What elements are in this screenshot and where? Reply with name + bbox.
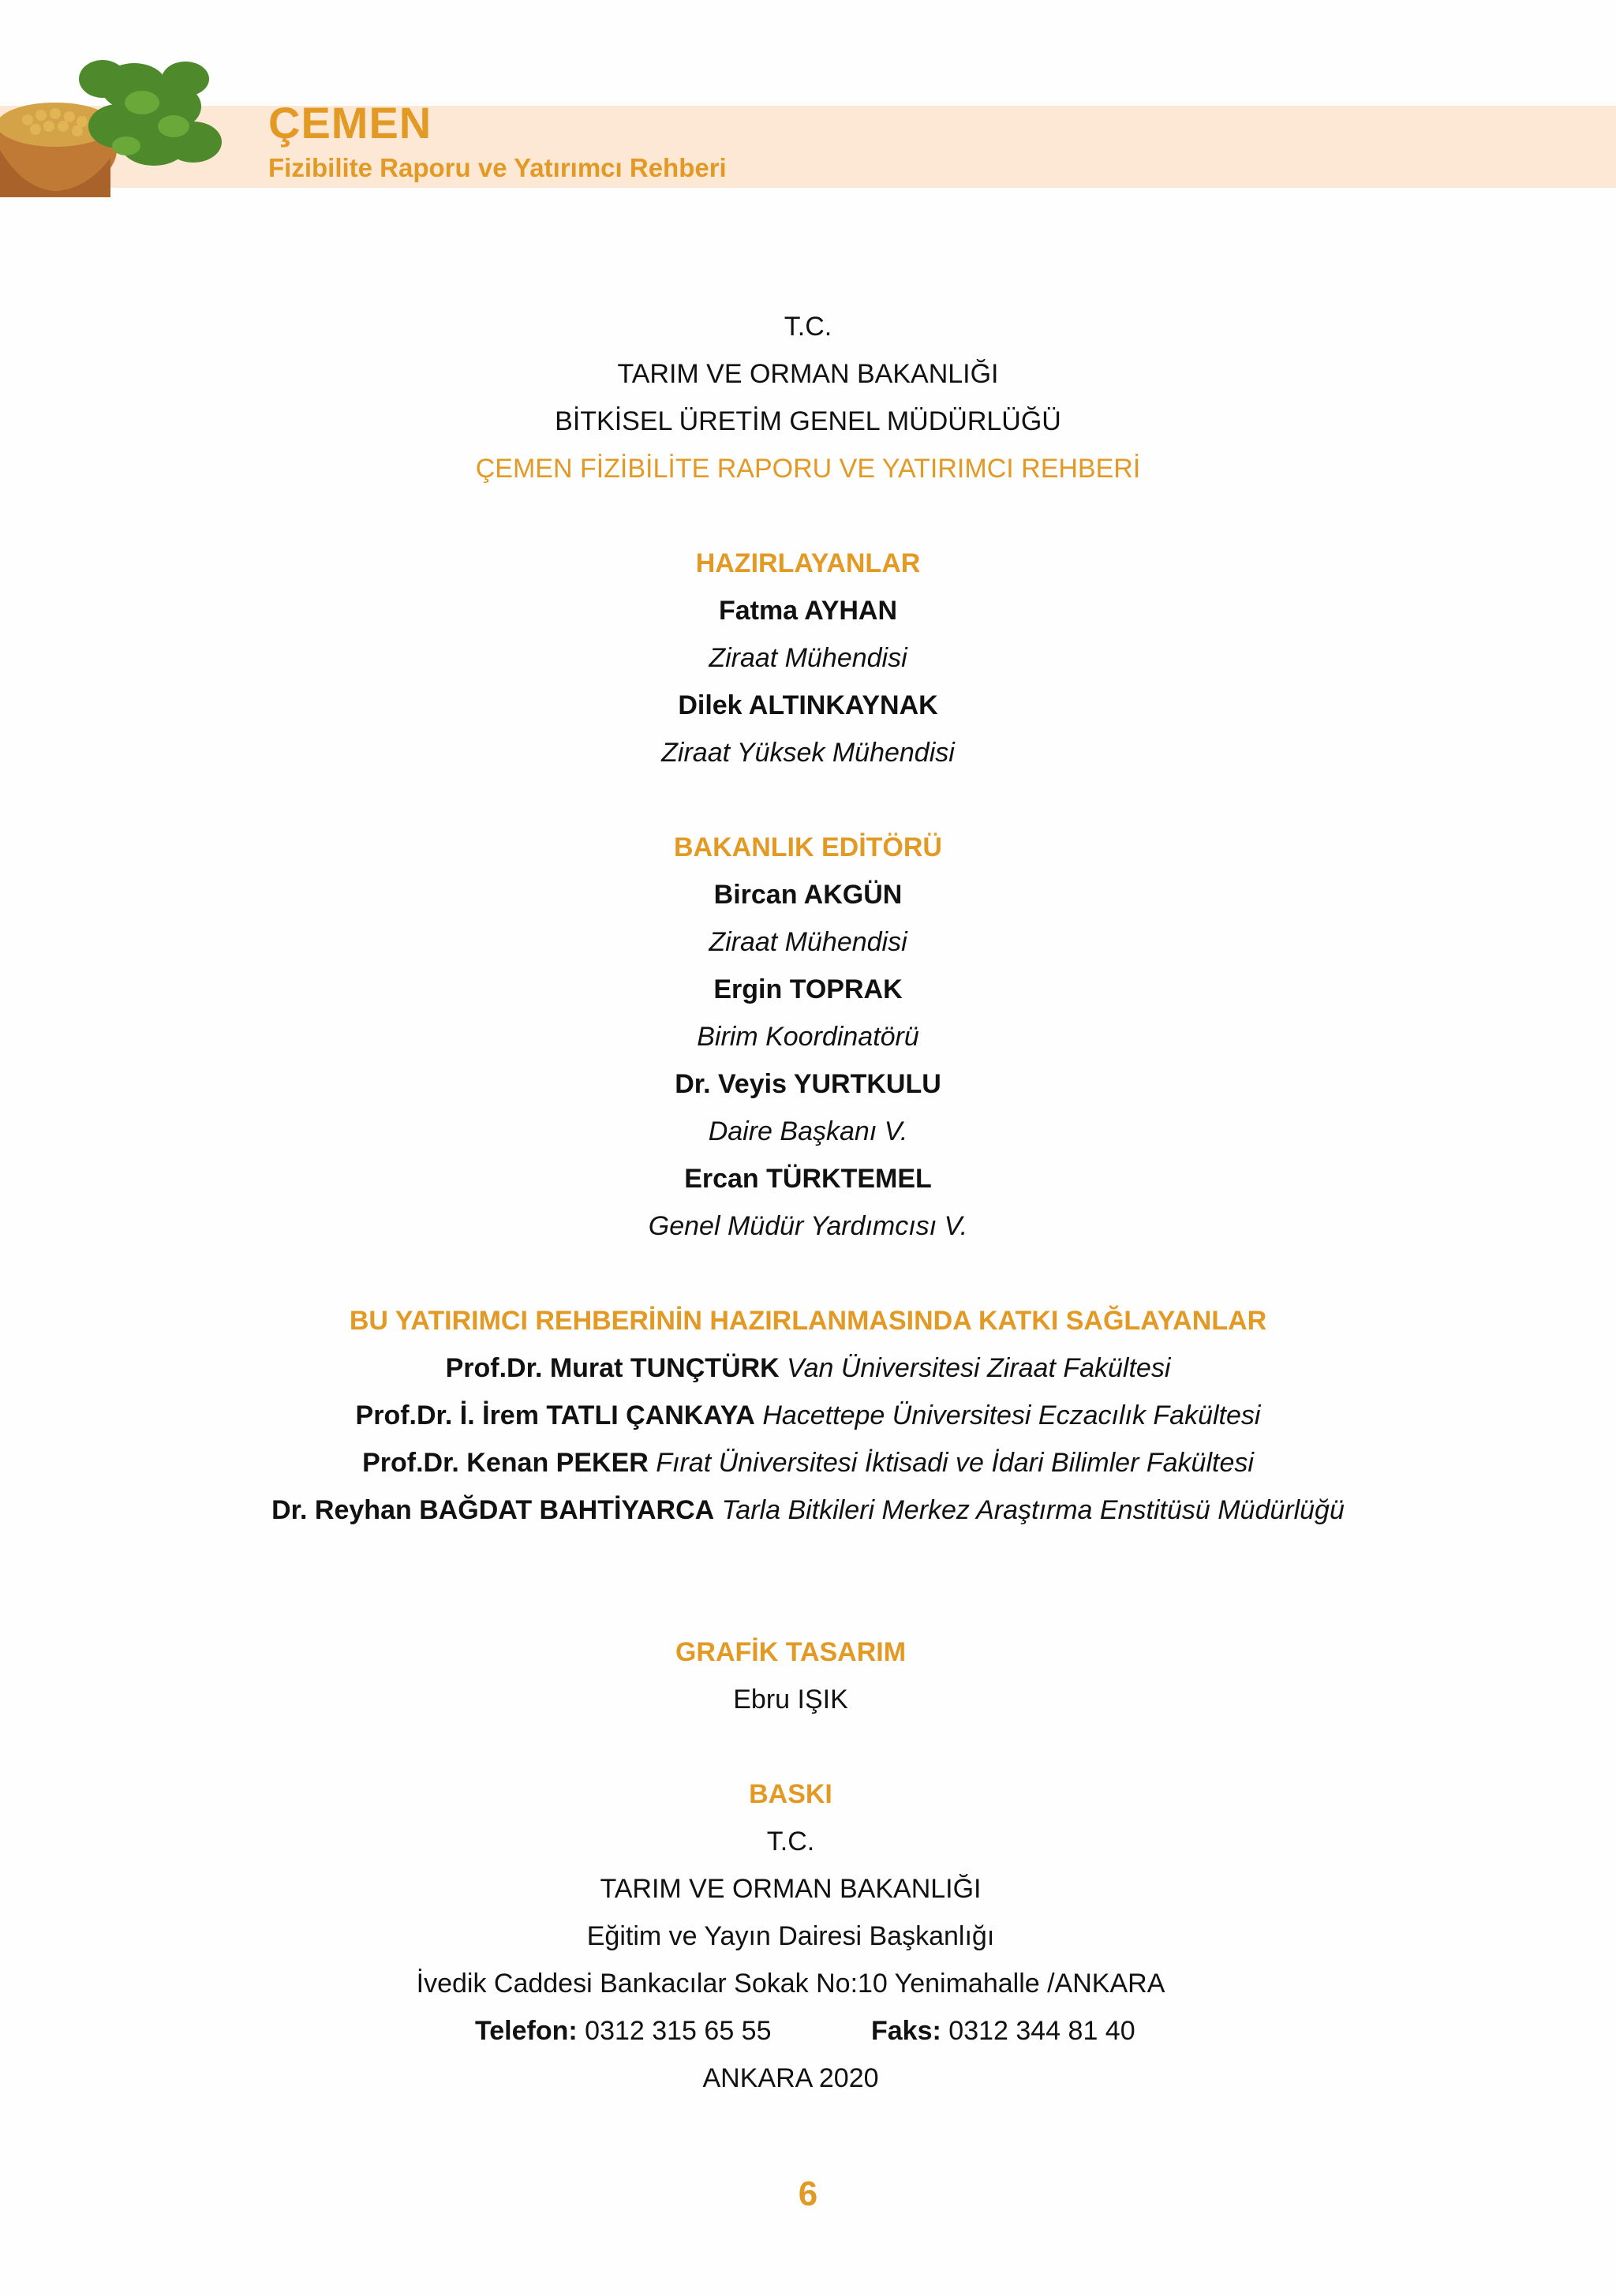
print-address: İvedik Caddesi Bankacılar Sokak No:10 Yenimahalle /ANKARA	[416, 1969, 1165, 1999]
contributor-row	[0, 1486, 1616, 1534]
preparer-name: Dilek ALTINKAYNAK	[678, 690, 938, 720]
editor-title: Genel Müdür Yardımcısı V.	[648, 1211, 968, 1241]
intro-tc: T.C.	[784, 312, 832, 342]
contributor-affiliation: Fırat Üniversitesi İktisadi ve İdari Bilimler Fakültesi	[656, 1448, 1254, 1478]
phone-block	[475, 2007, 772, 2055]
editor-name: Dr. Veyis YURTKULU	[675, 1069, 941, 1099]
contributor-name: Dr. Reyhan BAĞDAT BAHTİYARCA	[271, 1495, 715, 1525]
header-title: ÇEMEN	[268, 98, 432, 148]
preparer-title: Ziraat Mühendisi	[709, 643, 907, 673]
preparer-title: Ziraat Yüksek Mühendisi	[661, 738, 955, 768]
preparer-name: Fatma AYHAN	[718, 596, 898, 626]
fax-number: 0312 344 81 40	[948, 2016, 1135, 2046]
editor-title: Daire Başkanı V.	[708, 1116, 908, 1146]
contributor-row	[0, 1344, 1616, 1392]
contact-row	[0, 2007, 1616, 2055]
contributor-name: Prof.Dr. Kenan PEKER	[362, 1448, 649, 1478]
contributor-row	[0, 1392, 1616, 1439]
credits-content	[0, 303, 1616, 2102]
contributor-affiliation: Van Üniversitesi Ziraat Fakültesi	[787, 1353, 1171, 1383]
designer-name: Ebru IŞIK	[733, 1685, 848, 1715]
contributor-name: Prof.Dr. Murat TUNÇTÜRK	[445, 1353, 780, 1383]
contributor-affiliation: Hacettepe Üniversitesi Eczacılık Fakültesi	[762, 1400, 1261, 1430]
editor-name: Ercan TÜRKTEMEL	[684, 1164, 932, 1194]
preparers-heading: HAZIRLAYANLAR	[695, 548, 921, 578]
print-footer: ANKARA 2020	[702, 2063, 879, 2093]
contributor-affiliation: Tarla Bitkileri Merkez Araştırma Enstitüsü Müdürlüğü	[721, 1495, 1345, 1525]
intro-report-title: ÇEMEN FİZİBİLİTE RAPORU VE YATIRIMCI REHBERİ	[475, 454, 1141, 484]
phone-number: 0312 315 65 55	[585, 2016, 772, 2046]
header-subtitle: Fizibilite Raporu ve Yatırımcı Rehberi	[268, 153, 727, 182]
page-number: 6	[798, 2174, 818, 2213]
editor-name: Ergin TOPRAK	[713, 974, 903, 1004]
phone-label: Telefon:	[475, 2016, 578, 2046]
fax-block	[871, 2007, 1135, 2055]
print-department: Eğitim ve Yayın Dairesi Başkanlığı	[586, 1921, 995, 1951]
design-heading: GRAFİK TASARIM	[675, 1637, 907, 1667]
contributor-name: Prof.Dr. İ. İrem TATLI ÇANKAYA	[355, 1400, 755, 1430]
contributors-heading: BU YATIRIMCI REHBERİNİN HAZIRLANMASINDA KATKI SAĞLAYANLAR	[349, 1306, 1267, 1336]
editor-title: Birim Koordinatörü	[697, 1022, 919, 1052]
editors-heading: BAKANLIK EDİTÖRÜ	[674, 832, 942, 862]
print-tc: T.C.	[766, 1827, 815, 1857]
print-heading: BASKI	[749, 1779, 832, 1809]
print-ministry: TARIM VE ORMAN BAKANLIĞI	[600, 1874, 982, 1904]
fax-label: Faks:	[871, 2016, 941, 2046]
intro-directorate: BİTKİSEL ÜRETİM GENEL MÜDÜRLÜĞÜ	[555, 406, 1061, 436]
contributor-row	[0, 1439, 1616, 1486]
editor-title: Ziraat Mühendisi	[709, 927, 907, 957]
editor-name: Bircan AKGÜN	[713, 880, 903, 910]
fenugreek-seeds-and-leaves-image	[0, 32, 252, 197]
intro-ministry: TARIM VE ORMAN BAKANLIĞI	[617, 359, 999, 389]
